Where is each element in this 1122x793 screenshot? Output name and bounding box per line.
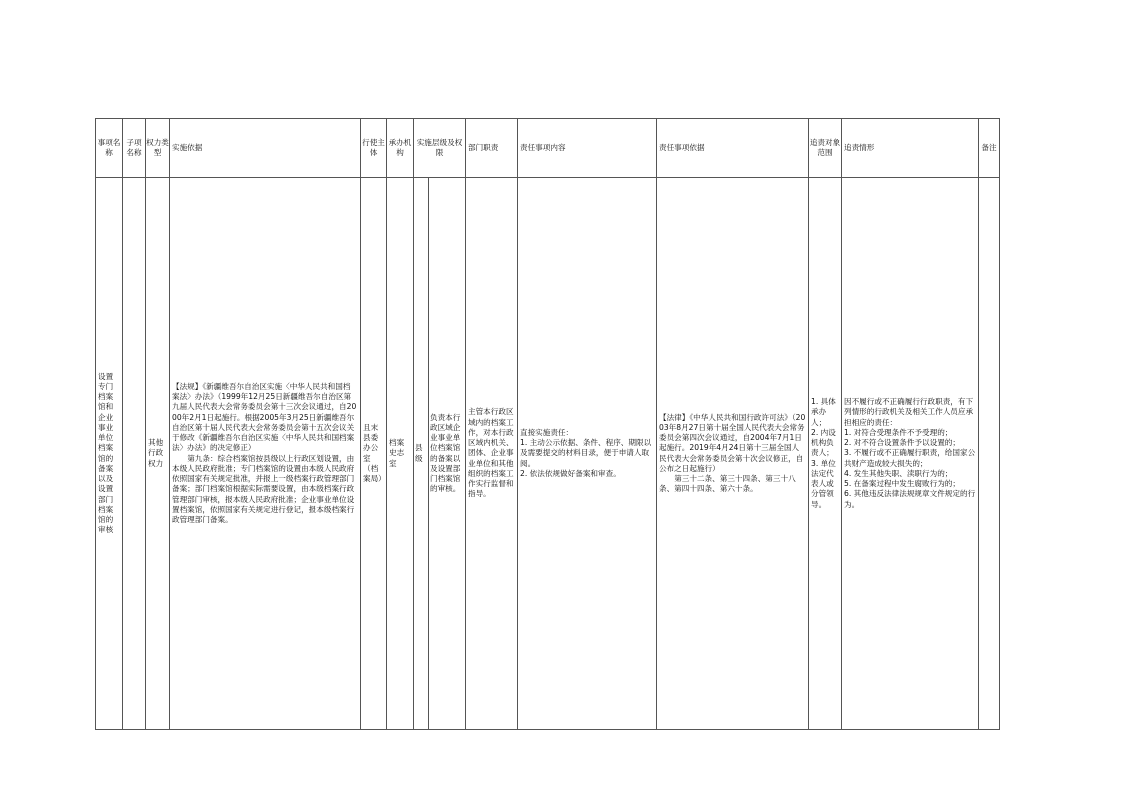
cell-subject: 且末县委办公室（档案局） xyxy=(363,422,386,483)
accountability-scope-line: 3. 单位法定代表人或分管领导。 xyxy=(811,458,836,509)
header-accountability-cases: 追责情形 xyxy=(844,142,875,152)
header-level-authority: 实施层级及权限 xyxy=(414,119,466,178)
accountability-case-line: 2. 对不符合设置条件予以设置的； xyxy=(844,438,960,448)
header-sub-item-name: 子项名称 xyxy=(123,119,146,178)
header-remarks: 备注 xyxy=(979,119,1000,178)
accountability-case-line: 1. 对符合受理条件不予受理的； xyxy=(844,427,953,437)
cell-basis xyxy=(170,382,360,526)
cell-item-name: 设置专门档案馆和企业事业单位档案馆的备案以及设置部门档案馆的审核 xyxy=(98,371,114,535)
accountability-scope-line: 1. 具体承办人； xyxy=(811,397,836,427)
accountability-case-line: 3. 不履行或不正确履行职责，给国家公共财产造成较大损失的； xyxy=(844,448,976,468)
accountability-case-line: 4. 发生其他失职、渎职行为的； xyxy=(844,468,953,478)
cell-responsibility-basis xyxy=(657,413,808,495)
accountability-case-line: 因不履行或不正确履行行政职责，有下列情形的行政机关及相关工作人员应承担相应的责任： xyxy=(844,397,974,427)
header-responsibility-content: 责任事项内容 xyxy=(520,142,566,152)
cell-power-type: 其他行政权力 xyxy=(148,438,164,468)
header-basis: 实施依据 xyxy=(172,142,203,152)
cell-level: 县级 xyxy=(415,443,423,463)
basis-regulation-title: 【法规】《新疆维吾尔自治区实施〈中华人民共和国档案法〉办法》（1999年12月25日新疆维吾尔自治区第九届人民代表大会常务委员会第十三次会议通过，自2000年2月1日起施行。根据2005年3月25日新疆维吾尔自治区第十届人民代表大会常务委员会第十五次会议关于修改《新疆维吾尔自治区实施〈中华人民共和国档案法〉办法》的决定修正） xyxy=(172,381,357,453)
header-accountability-scope: 追责对象范围 xyxy=(809,119,842,178)
table-header-row xyxy=(96,119,1000,178)
header-subject: 行使主体 xyxy=(361,119,387,178)
header-responsibility-basis: 责任事项依据 xyxy=(659,142,705,152)
power-list-table xyxy=(95,118,1000,730)
cell-accountability-cases xyxy=(842,397,978,510)
header-power-type: 权力类型 xyxy=(146,119,170,178)
cell-remarks xyxy=(979,178,1000,730)
cell-sub-item-name xyxy=(123,178,146,730)
cell-responsibility-content xyxy=(518,428,656,479)
cell-level-authority xyxy=(414,178,465,729)
accountability-scope-line: 2. 内设机构负责人； xyxy=(811,427,836,458)
cell-undertaking-org: 档案史志室 xyxy=(389,438,405,468)
responsibility-basis-law: 【法律】《中华人民共和国行政许可法》（2003年8月27日第十届全国人民代表大会常务委员会第四次会议通过，自2004年7月1日起施行。2019年4月24日第十三届全国人民代表大会常务委员会第十次会议修正，自公布之日起施行） xyxy=(659,412,806,473)
cell-accountability-scope xyxy=(809,397,841,510)
basis-article-text: 第九条：综合档案馆按县级以上行政区划设置，由本级人民政府批准；专门档案馆的设置由本级人民政府依照国家有关规定批准，并报上一级档案行政管理部门备案；部门档案馆根据实际需要设置，由本级档案行政管理部门审核，报本级人民政府批准；企业事业单位设置档案馆，依照国家有关规定进行登记，报本级档案行政管理部门备案。 xyxy=(172,453,355,524)
header-dept-duty: 部门职责 xyxy=(468,142,499,152)
responsibility-content-line: 1. 主动公示依据、条件、程序、期限以及需要提交的材料目录，便于申请人取阅。 xyxy=(520,438,652,468)
header-item-name: 事项名称 xyxy=(96,119,123,178)
header-undertaking-org: 承办机构 xyxy=(387,119,414,178)
accountability-case-line: 6. 其他违反法律法规规章文件规定的行为。 xyxy=(844,489,976,509)
responsibility-content-line: 2. 依法依规做好备案和审查。 xyxy=(520,468,621,478)
responsibility-content-line: 直接实施责任： xyxy=(520,427,574,437)
responsibility-basis-articles: 第三十二条、第三十四条、第三十八条、第四十四条、第六十条。 xyxy=(659,474,796,494)
table-row xyxy=(96,178,1000,730)
accountability-case-line: 5. 在备案过程中发生腐败行为的； xyxy=(844,479,960,489)
cell-dept-duty: 主管本行政区域内的档案工作，对本行政区域内机关、团体、企业事业单位和其他组织的档案工作实行监督和指导。 xyxy=(468,407,514,499)
cell-authority: 负责本行政区域企业事业单位档案馆的备案以及设置部门档案馆的审核。 xyxy=(428,178,465,729)
